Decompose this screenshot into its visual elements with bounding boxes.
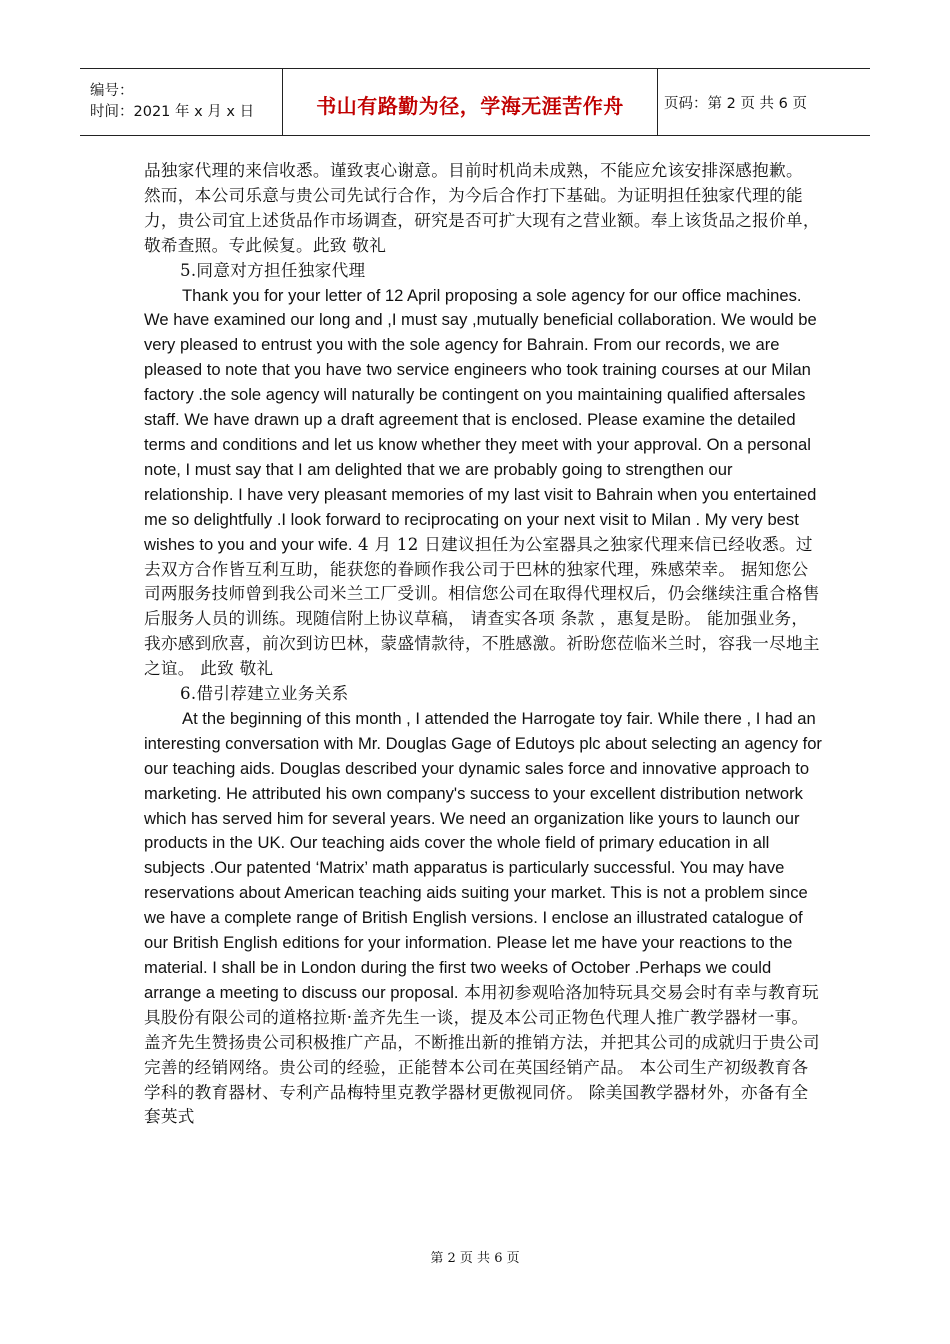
header-page-info: 页码：第 2 页 共 6 页 [664, 95, 807, 112]
paragraph-section-5 [144, 284, 824, 683]
section-6-chinese-text: 本用初参观哈洛加特玩具交易会时有幸与教育玩具股份有限公司的道格拉斯·盖齐先生一谈，提及本公司正物色代理人推广教学器材一事。 盖齐先生赞扬贵公司积极推广产品，不断推出新的推销方法，并把其公司的成就归于贵公司完善的经销网络。贵公司的经验，正能替本公司在英国经销产品。 本公司生产初级教育各学科的教育器材、专利产品梅特里克教学器材更傲视同侪。 除美国教学器材外，亦备有全套英式 [144, 982, 820, 1127]
header-motto: 书山有路勤为径，学海无涯苦作舟 [282, 69, 658, 135]
page-footer: 第 2 页 共 6 页 [430, 1251, 520, 1266]
time-label: 时间：2021 年 x 月 x 日 [90, 104, 255, 120]
section-heading-5: 5.同意对方担任独家代理 [180, 260, 366, 280]
header-meta [80, 69, 282, 135]
page-header [80, 68, 870, 136]
section-6-english-text: At the beginning of this month , I attended the Harrogate toy fair. While there , I had an interesting conversation with Mr. Douglas Gage of Edutoys plc about selecting an agency for our teaching aids. Douglas described your dynamic sales force and innovative approach to marketing. He attributed his own company's success to your excellent distribution network which has served him for several years. We need an organization like yours to launch our products in the UK. Our teaching aids cover the whole field of primary education in all subjects .Our patented ‘Matrix’ math apparatus is particularly successful. You may have reservations about American teaching aids suiting your market. This is not a problem since we have a complete range of British English versions. I enclose an illustrated catalogue of our British English editions for your information. Please let me have your reactions to the material. I shall be in London during the first two weeks of October .Perhaps we could arrange a meeting to discuss our proposal. [144, 708, 822, 1002]
section-heading-6: 6.借引荐建立业务关系 [180, 684, 349, 704]
paragraph-section-6 [144, 707, 824, 1130]
section-5-english-text: Thank you for your letter of 12 April proposing a sole agency for our office machines. We have examined our long and ,I must say ,mutually beneficial collaboration. We would be very pleased to entrust you with the sole agency for Bahrain. From our records, we are pleased to note that you have two service engineers who took training courses at our Milan factory .the sole agency will naturally be contingent on you maintaining qualified aftersales staff. We have drawn up a draft agreement that is enclosed. Please examine the detailed terms and conditions and let us know whether they meet with your approval. On a personal note, I must say that I am delighted that we are probably going to strengthen our relationship. I have very pleasant memories of my last visit to Bahrain when you entertained me so delightfully .I look forward to reciprocating on your next visit to Milan . My very best wishes to you and your wife. [144, 285, 817, 554]
section-5-chinese-text: 4 月 12 日建议担任为公室器具之独家代理来信已经收悉。过去双方合作皆互利互助，能获您的眷顾作我公司于巴林的独家代理，殊感荣幸。 据知您公司两服务技师曾到我公司米兰工厂受训。相信您公司在取得代理权后，仍会继续注重合格售后服务人员的训练。现随信附上协议草稿， 请查实各项 条款 ，惠复是盼。 能加强业务，我亦感到欣喜，前次到访巴林，蒙盛情款待，不胜感激。祈盼您莅临米兰时，容我一尽地主之谊。 此致 敬礼 [144, 534, 820, 679]
paragraph-intro-zh: 品独家代理的来信收悉。谨致衷心谢意。目前时机尚未成熟，不能应允该安排深感抱歉。 然而，本公司乐意与贵公司先试行合作，为今后合作打下基础。为证明担任独家代理的能力，贵公司宜上述货品作市场调查，研究是否可扩大现有之营业额。奉上该货品之报价单，敬希查照。专此候复。此致 敬礼 [144, 161, 820, 255]
number-label: 编号： [90, 83, 134, 99]
document-body [144, 159, 824, 1130]
